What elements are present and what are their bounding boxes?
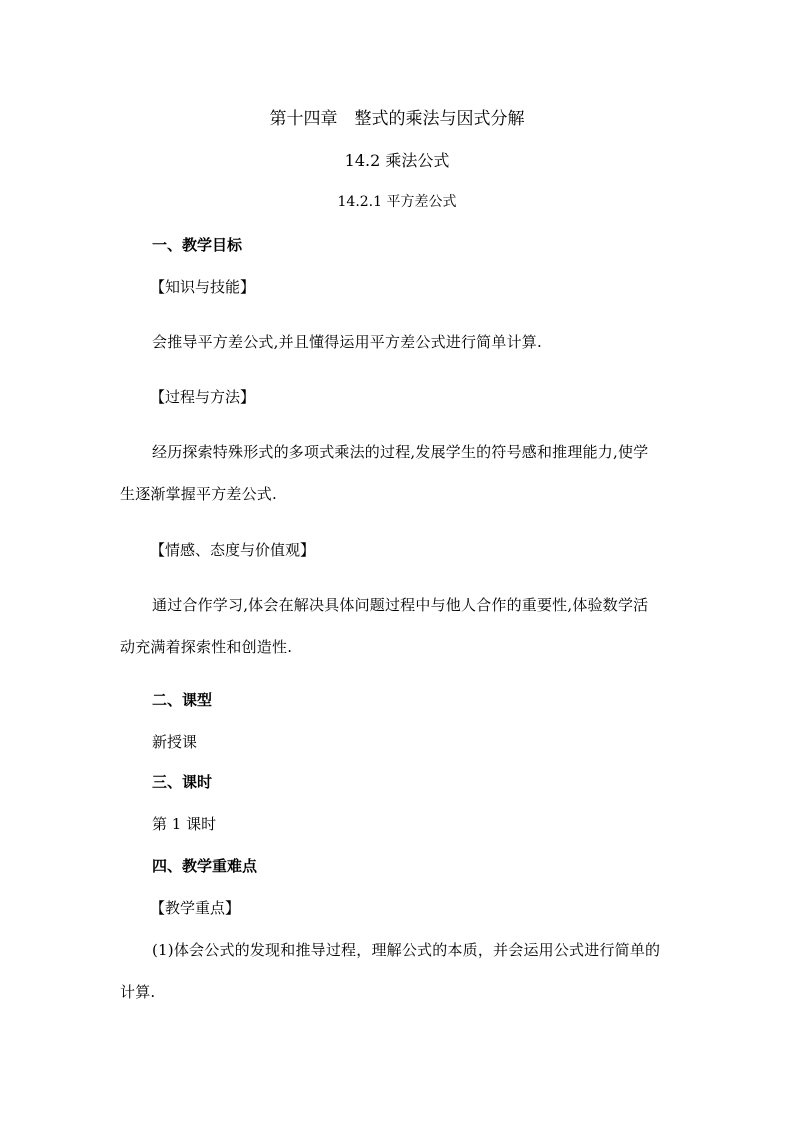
lesson-type-text: 新授课 bbox=[152, 733, 198, 751]
emotion-text-line-2: 动充满着探索性和创造性. bbox=[120, 638, 293, 656]
knowledge-skills-text: 会推导平方差公式,并且懂得运用平方差公式进行简单计算. bbox=[152, 333, 542, 351]
key-point-1-line-2: 计算. bbox=[120, 983, 156, 1001]
heading-knowledge-skills: 【知识与技能】 bbox=[150, 278, 256, 296]
process-method-text-line-2: 生逐渐掌握平方差公式. bbox=[120, 485, 277, 503]
heading-lesson-hours: 三、课时 bbox=[152, 773, 213, 791]
heading-teaching-objectives: 一、教学目标 bbox=[152, 236, 243, 254]
key-point-1-line-1: (1)体会公式的发现和推导过程，理解公式的本质，并会运用公式进行简单的 bbox=[152, 941, 661, 959]
chapter-title: 第十四章 整式的乘法与因式分解 bbox=[269, 109, 525, 129]
emotion-text-line-1: 通过合作学习,体会在解决具体问题过程中与他人合作的重要性,体验数学活 bbox=[152, 596, 649, 614]
heading-key-difficult-points: 四、教学重难点 bbox=[152, 857, 258, 875]
heading-process-method: 【过程与方法】 bbox=[150, 388, 256, 406]
subsection-title: 14.2.1 平方差公式 bbox=[337, 194, 457, 210]
heading-lesson-type: 二、课型 bbox=[152, 691, 213, 709]
heading-teaching-key-points: 【教学重点】 bbox=[150, 899, 241, 917]
heading-emotion-attitude-values: 【情感、态度与价值观】 bbox=[150, 541, 316, 559]
process-method-text-line-1: 经历探索特殊形式的多项式乘法的过程,发展学生的符号感和推理能力,使学 bbox=[152, 443, 649, 461]
section-title: 14.2 乘法公式 bbox=[344, 151, 450, 170]
lesson-hours-text: 第 1 课时 bbox=[152, 815, 217, 833]
